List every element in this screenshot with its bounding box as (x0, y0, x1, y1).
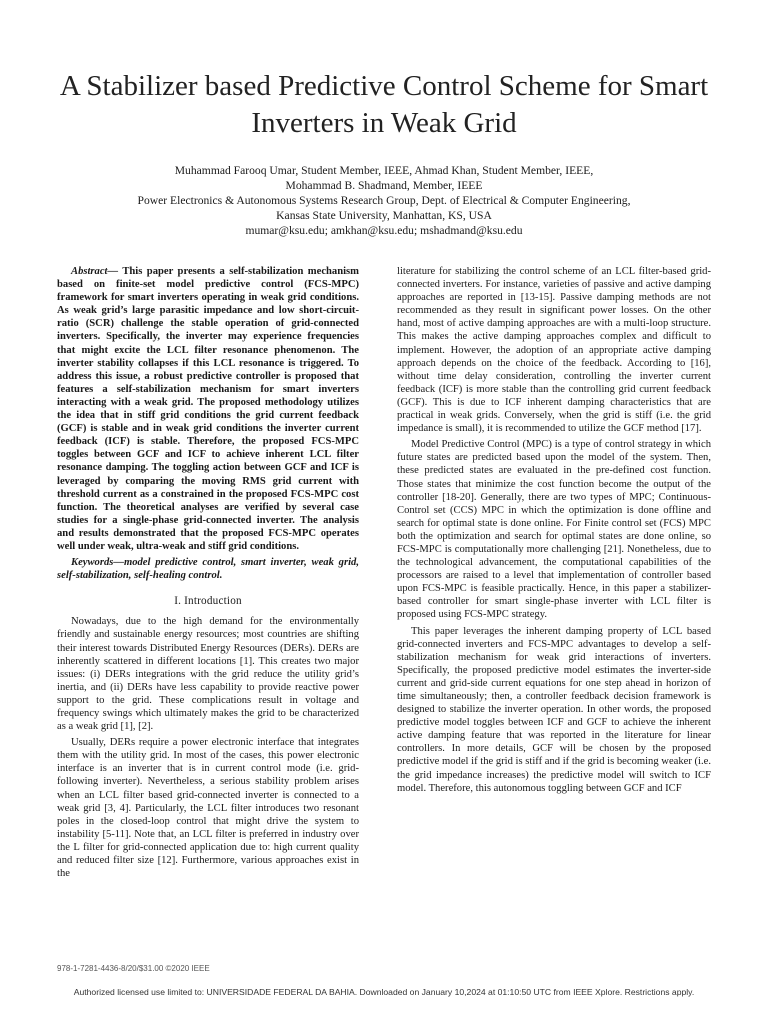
body-paragraph: Nowadays, due to the high demand for the environmentally friendly and sustainable energy resources; most countries are shifting their interest towards Distributed Energy Resources (DERs). DERs are inherently scattered in different locations [1]. This creates two major issues: (i) DERs integrations with the grid reduce the utility grid’s inertia, and (ii) DERs have less capability to provide reactive power support to the grid. These complications result in voltage and frequency swings which ultimately makes the grid to be characterized as a weak grid [1], [2]. (57, 616, 359, 733)
abstract-text: This paper presents a self-stabilization mechanism based on finite-set model predictive control (FCS-MPC) framework for smart inverters operating in weak grid conditions. As weak grid’s large parasitic impedance and low short-circuit-ratio (SCR) challenge the stable operation of grid-connected inverters. Specifically, the inverter may experience frequencies that might excite the LCL filter resonance phenomenon. The inverter stability collapses if this LCL resonance is triggered. To address this issue, a robust predictive controller is proposed that features a self-stabilization mechanism for smart inverters interacting with a weak grid. The proposed methodology utilizes the idea that in stiff grid conditions the grid current feedback (GCF) is stable and in weak grid conditions the inverter current feedback (ICF) is stable. Therefore, the proposed FCS-MPC toggles between GCF and ICF to achieve inherent LCL filter resonance damping. The toggling action between GCF and ICF is leveraged by comparing the moving RMS grid current with threshold current as a constrained in the proposed FCS-MPC cost function. The theoretical analyses are verified by several case studies for a single-phase grid-connected inverter. The analysis and results demonstrated that the proposed FCS-MPC operates well under weak, ultra-weak and stiff grid conditions. (57, 266, 359, 552)
affiliation-line-1: Power Electronics & Autonomous Systems Research Group, Dept. of Electrical & Computer Engineering, (137, 194, 631, 207)
abstract-label: Abstract— (71, 266, 119, 277)
left-column (57, 265, 359, 883)
keywords: Keywords—model predictive control, smart inverter, weak grid, self-stabilization, self-healing control. (57, 557, 359, 582)
license-notice: Authorized licensed use limited to: UNIVERSIDADE FEDERAL DA BAHIA. Downloaded on January 10,2024 at 01:10:50 UTC from IEEE Xplore. Restrictions apply. (73, 987, 695, 997)
affiliation-line-2: Kansas State University, Manhattan, KS, USA (276, 209, 492, 222)
author-line-2: Mohammad B. Shadmand, Member, IEEE (285, 179, 483, 192)
body-paragraph: literature for stabilizing the control scheme of an LCL filter-based grid-connected inverters. For instance, varieties of passive and active damping approaches are reported in [13-15]. Passive damping methods are not recommended as they result in significant power losses. On the other hand, most of active damping approaches are with a multi-loop structure. This makes the active damping approaches complex and difficult to implement. However, the adoption of an appropriate active damping approach depends on the choice of the feedback. According to [16], without time delay consideration, controlling the inverter current feedback (ICF) is more stable than the controlling grid current feedback (GCF). This is due to ICF inherent damping characteristics that are practical in weak grids. Conversely, when the grid is stiff (i.e. the grid impedance is small), it is recommended to utilize the GCF method [17]. (397, 266, 711, 435)
paper-title: A Stabilizer based Predictive Control Scheme for Smart Inverters in Weak Grid (59, 70, 709, 139)
body-paragraph: Usually, DERs require a power electronic interface that integrates them with the utility grid. In most of the cases, this power electronic interface is an inverter that is in current control mode (i.e. grid-following inverter). Nevertheless, a serious stability problem arises when an LCL filter based grid-connected inverter is connected to a weak grid [3, 4]. Particularly, the LCL filter introduces two resonant poles in the closed-loop control that might drive the system to instability [5-11]. Note that, an LCL filter is preferred in industry over the L filter for grid-connected application due to: high current quality and reduced filter size [12]. Furthermore, various approaches exist in the (57, 737, 359, 880)
section-heading-introduction: I. Introduction (174, 595, 242, 608)
body-paragraph: Model Predictive Control (MPC) is a type of control strategy in which future states are predicted based upon the model of the system. Then, these predicted states are evaluated in the pre-defined cost function. Those states that minimize the cost function become the output of the controller [18-20]. Generally, there are two types of MPC; Continuous-Control set (CCS) MPC in which the optimization is done offline and search for optimal state is done online. For Finite control set (FCS) MPC both the optimization and search for optimal states are done online, so FCS-MPC is computationally more challenging [21]. Nonetheless, due to the technological advancement, the computational capabilities of the processors are raised to a level that implementation of controller based upon FCS-MPC is feasible practically. Hence, in this paper a stabilizer-based controller for smart single-phase inverter with LCL filter is proposed using FCS-MPC strategy. (397, 439, 711, 621)
author-block (60, 163, 708, 238)
abstract (57, 265, 359, 553)
body-paragraph: This paper leverages the inherent damping property of LCL based grid-connected inverters and FCS-MPC advantages to develop a self-stabilization mechanism for weak grid interactions of inverters. Specifically, the proposed predictive model estimates the inverter-side current and grid-side current equations for one step ahead in horizon of time simultaneously; then, a controller feedback decision framework is designed to stabilize the inverter operation. In other words, the proposed predictive model toggles between ICF and GCF to achieve the inherent active damping feature that was reported in the literature for linear controllers. In more details, GCF will be chosen by the proposed predictive model if the grid is stiff and if the grid is becoming weaker (i.e. the grid impedance increases) the predictive model will switch to ICF model. Therefore, this autonomous toggling between GCF and ICF (397, 625, 711, 794)
right-column (397, 265, 711, 798)
copyright-notice: 978-1-7281-4436-8/20/$31.00 ©2020 IEEE (57, 964, 210, 973)
author-emails: mumar@ksu.edu; amkhan@ksu.edu; mshadmand@ksu.edu (245, 224, 523, 237)
author-line-1: Muhammad Farooq Umar, Student Member, IEEE, Ahmad Khan, Student Member, IEEE, (174, 164, 594, 177)
